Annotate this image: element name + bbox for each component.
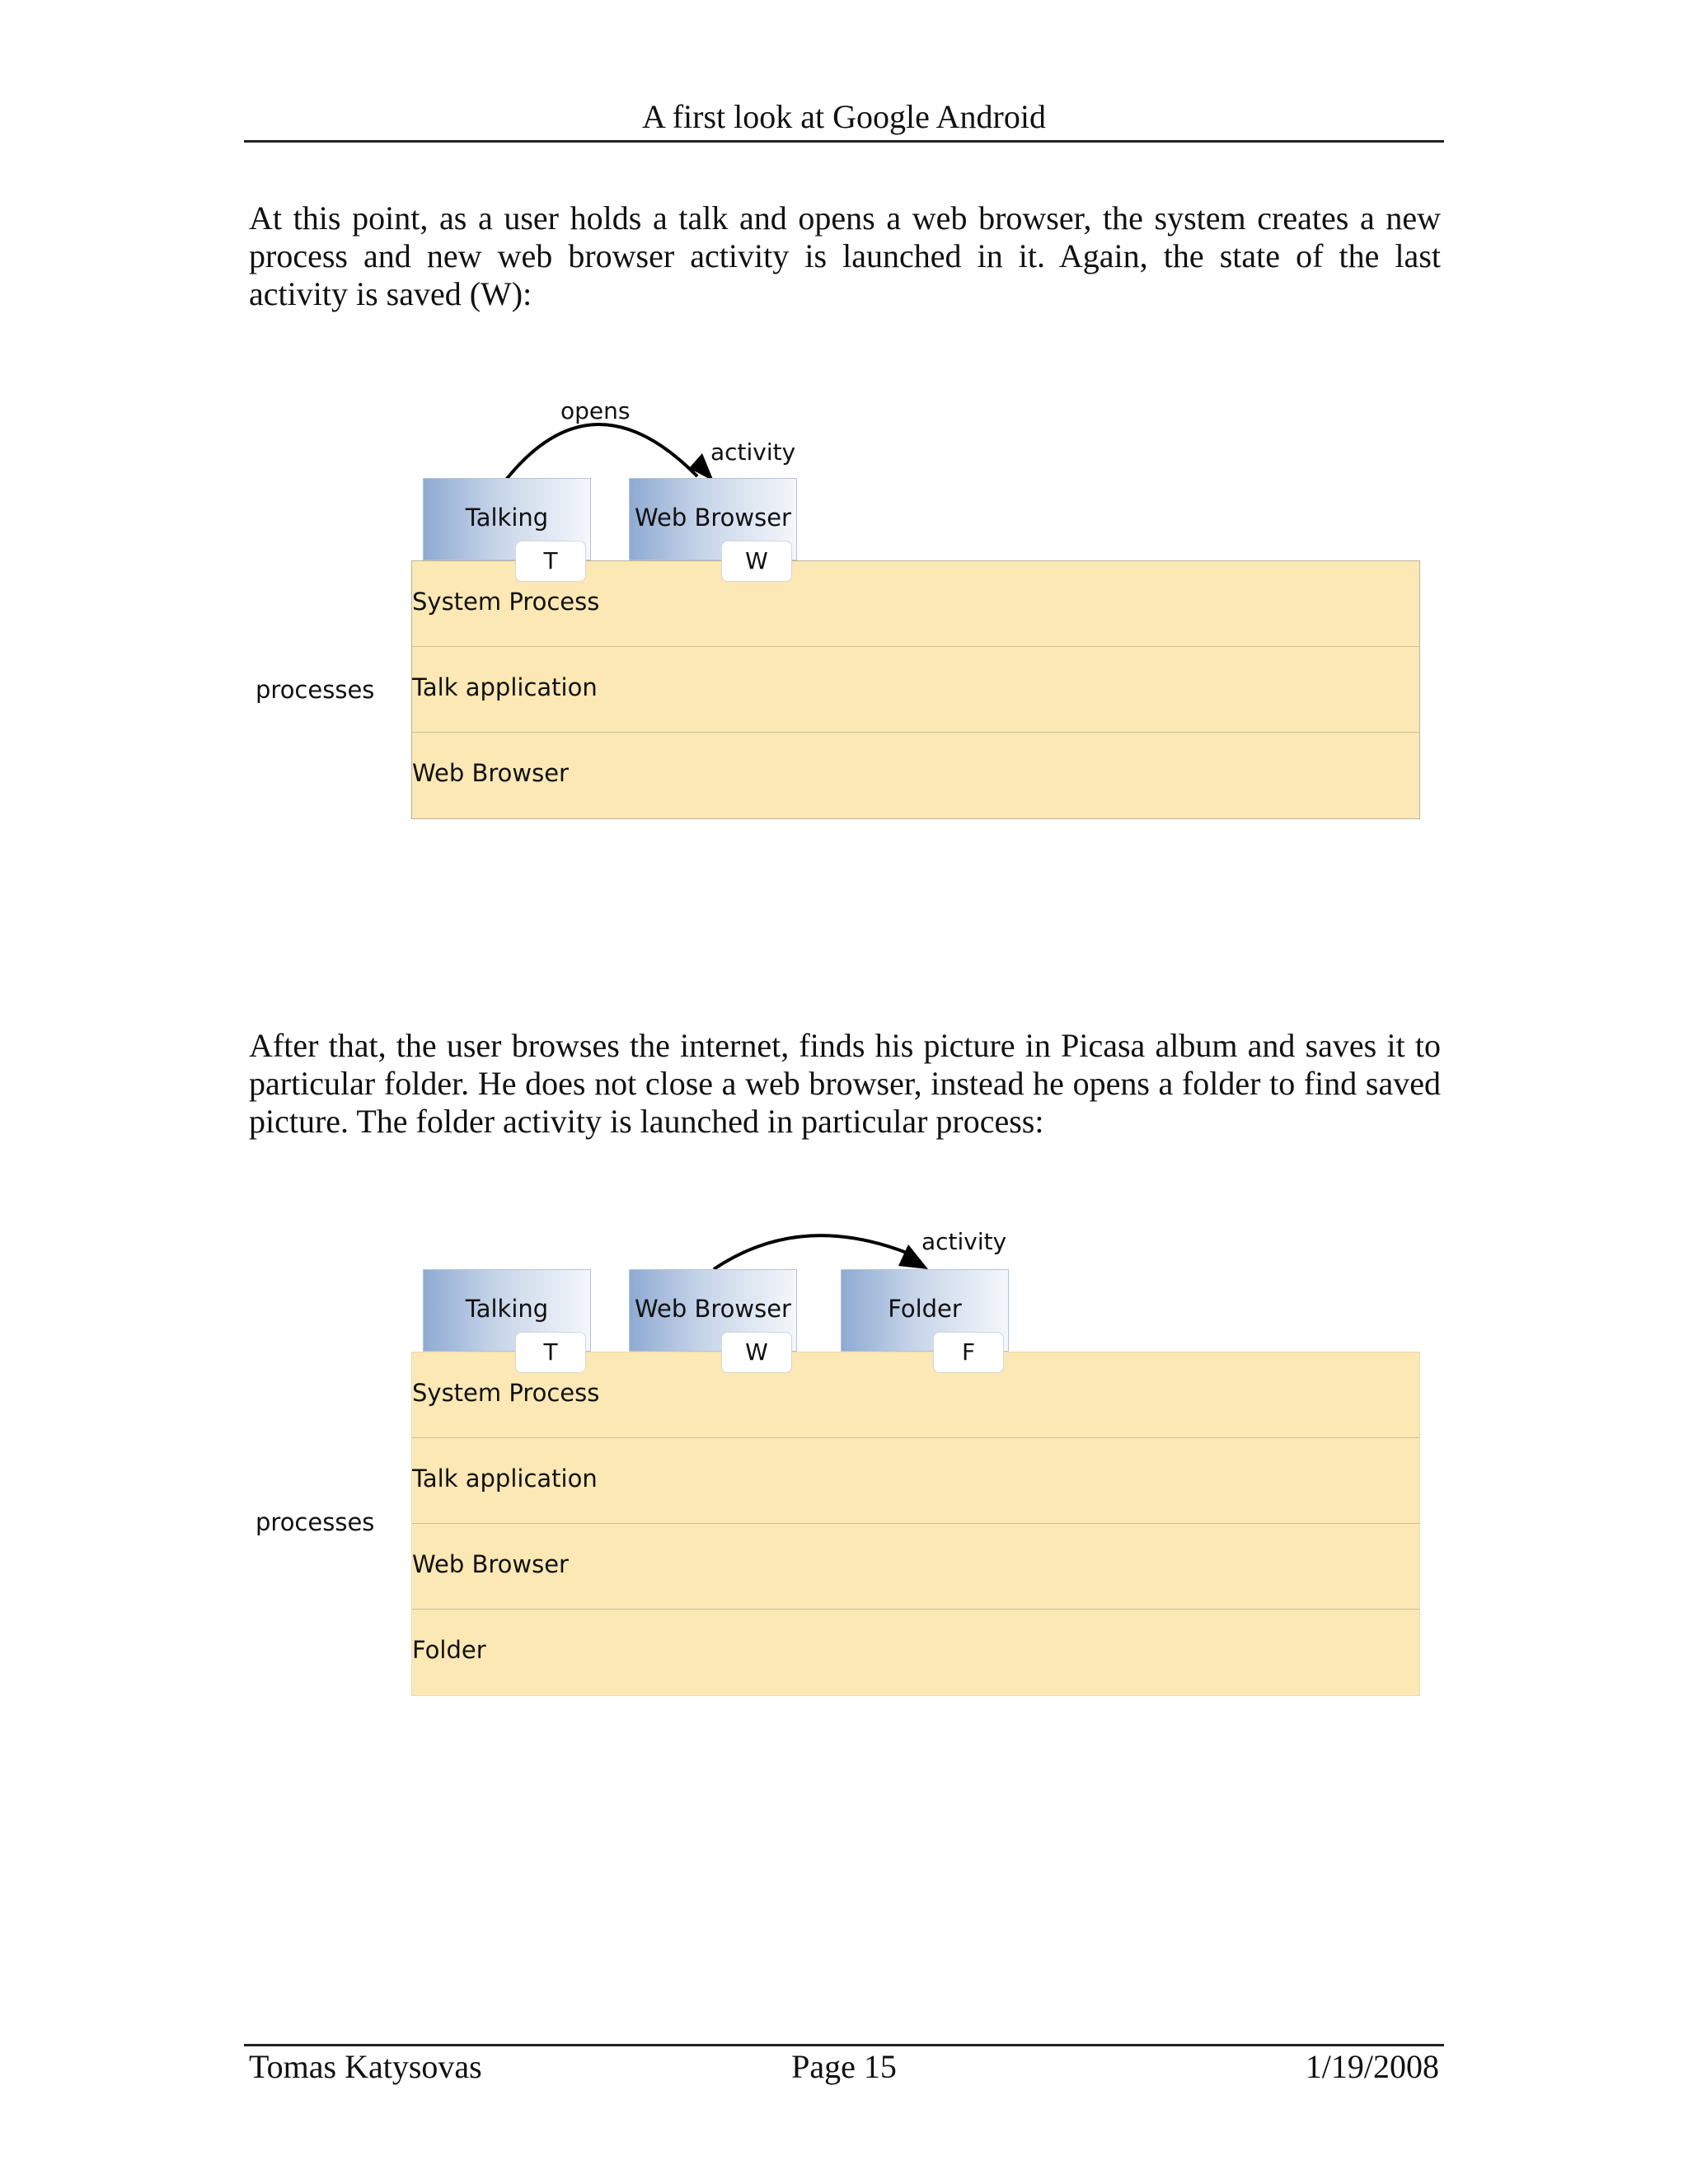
- paragraph-line: picture. The folder activity is launched in particular process:: [249, 1103, 1044, 1140]
- page-header-title: A first look at Google Android: [642, 98, 1046, 135]
- paragraph-line: activity is saved (W):: [249, 275, 532, 312]
- process-row: [412, 1524, 1419, 1610]
- process-row: [412, 647, 1419, 733]
- activity-label-talking: Talking: [465, 1295, 549, 1323]
- paragraph-line: At this point, as a user holds a talk and opens a web browser, the system creates a new: [249, 199, 1441, 237]
- paragraph-line: After that, the user browses the internet, finds his picture in Picasa album and saves it to: [249, 1027, 1441, 1064]
- saved-state-badge-w: W: [721, 1332, 792, 1373]
- saved-state-badge-w: W: [721, 541, 792, 582]
- process-row: [412, 1438, 1419, 1524]
- footer-author: Tomas Katysovas: [249, 2048, 482, 2085]
- saved-state-badge-f: F: [933, 1332, 1004, 1373]
- paragraph-1: [249, 199, 1441, 313]
- process-label: Web Browser: [412, 759, 569, 787]
- opens-label: opens: [560, 397, 631, 424]
- activity-label-web-browser: Web Browser: [635, 1295, 791, 1323]
- process-stack: [411, 1352, 1420, 1696]
- process-label: System Process: [412, 588, 600, 616]
- saved-state-badge-t: T: [515, 1332, 586, 1373]
- process-diagram-1: [0, 387, 1688, 832]
- process-stack: [411, 560, 1420, 819]
- process-label: System Process: [412, 1379, 600, 1407]
- header-divider: [244, 140, 1444, 143]
- saved-state-badge-t: T: [515, 541, 586, 582]
- process-row: [412, 1610, 1419, 1695]
- paragraph-line: process and new web browser activity is launched in it. Again, the state of the last: [249, 237, 1441, 274]
- processes-side-label: processes: [256, 1508, 375, 1536]
- activity-label-talking: Talking: [465, 504, 549, 532]
- process-diagram-2: [0, 1220, 1688, 1714]
- process-label: Talk application: [412, 673, 598, 701]
- paragraph-2: [249, 1027, 1441, 1141]
- process-label: Web Browser: [412, 1550, 569, 1578]
- activity-label: activity: [921, 1228, 1007, 1255]
- activity-label-web-browser: Web Browser: [635, 504, 791, 532]
- footer-divider: [244, 2044, 1444, 2046]
- paragraph-line: particular folder. He does not close a web browser, instead he opens a folder to find saved: [249, 1065, 1441, 1102]
- process-row: [412, 733, 1419, 818]
- footer-date: 1/19/2008: [1305, 2048, 1439, 2085]
- process-label: Talk application: [412, 1465, 598, 1493]
- process-label: Folder: [412, 1636, 486, 1664]
- processes-side-label: processes: [256, 676, 375, 704]
- activity-label: activity: [710, 438, 796, 466]
- activity-label-folder: Folder: [888, 1295, 962, 1323]
- footer-page-number: Page 15: [791, 2048, 897, 2085]
